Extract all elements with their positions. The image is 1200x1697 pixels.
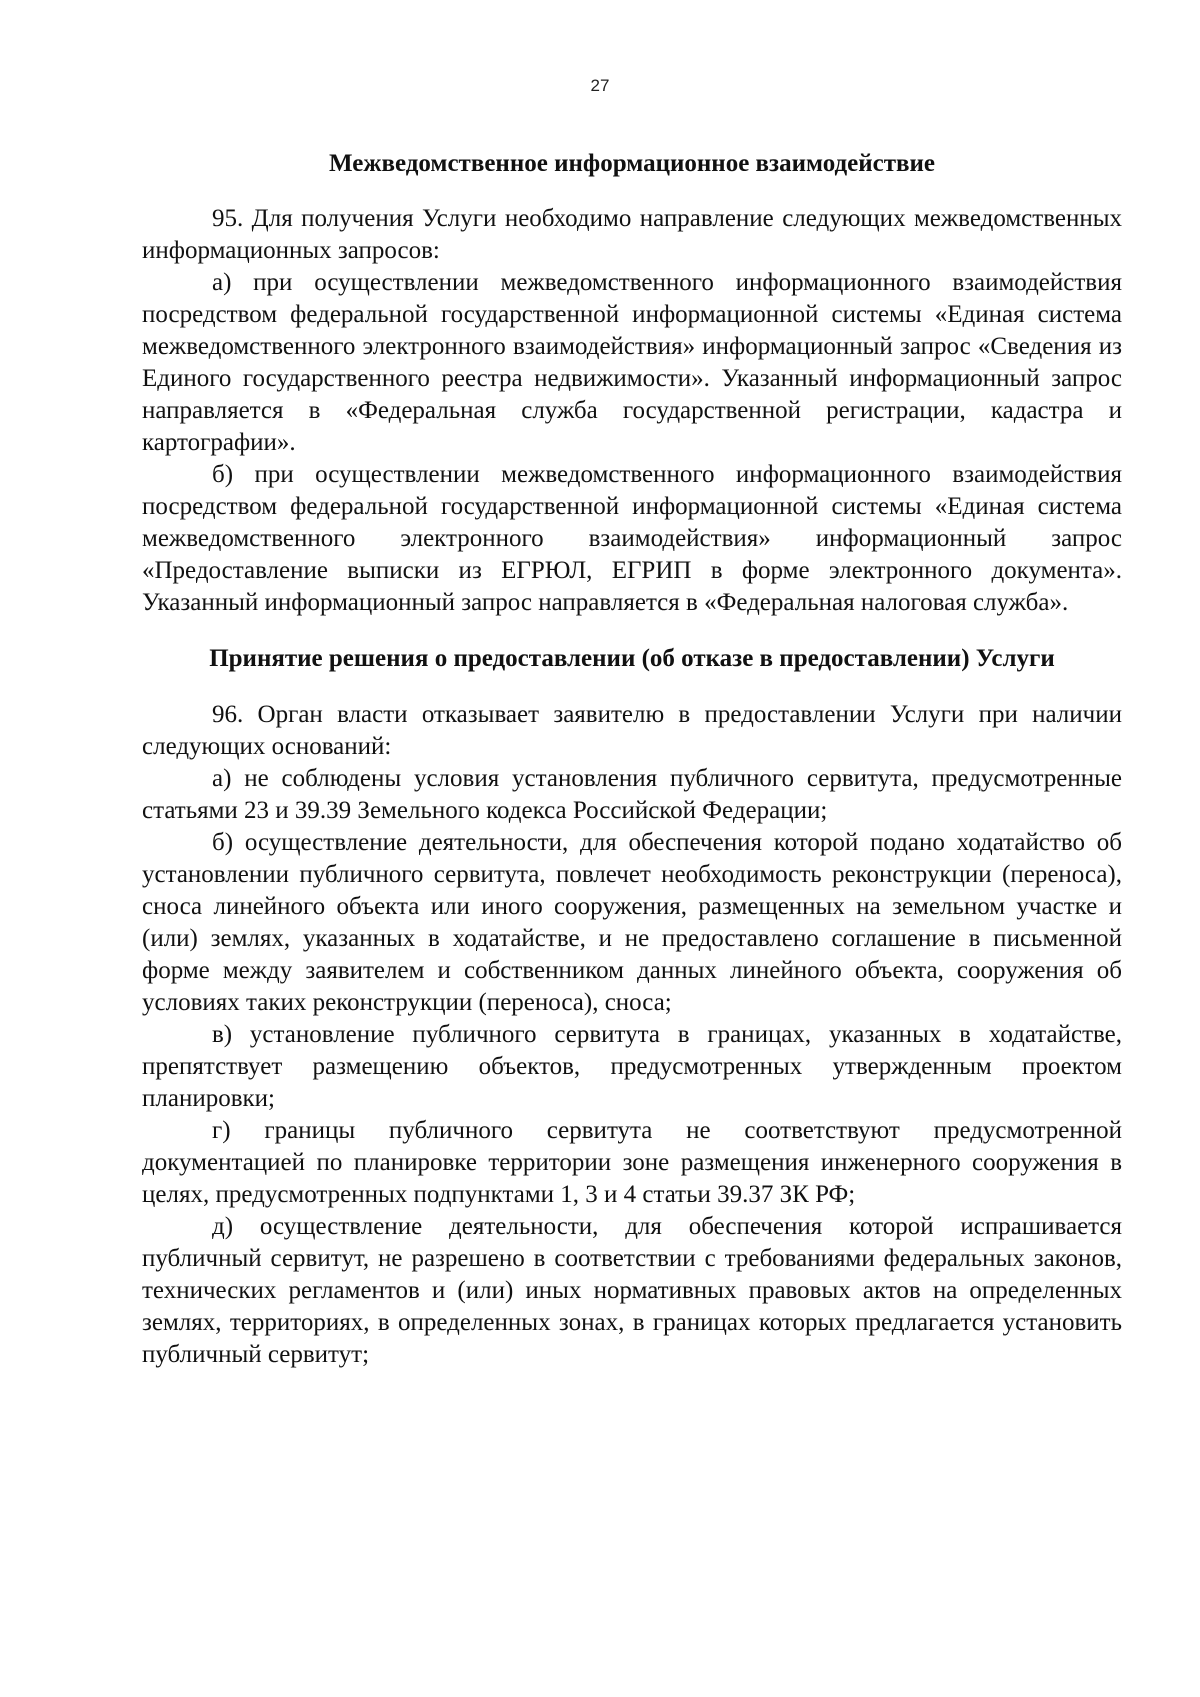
paragraph-95-a: а) при осуществлении межведомственного информационного взаимодействия посредством федеральной государственной информационной системы «Единая система межведомственного электронного взаимодействия» информационный запрос «Сведения из Единого государственного реестра недвижимости». Указанный информационный запрос направляется в «Федеральная служба государственной регистрации, кадастра и картографии».: [142, 269, 1122, 456]
paragraph-96-b: б) осуществление деятельности, для обеспечения которой подано ходатайство об установлении публичного сервитута, повлечет необходимость реконструкции (переноса), сноса линейного объекта или иного сооружения, размещенных на земельном участке и (или) землях, указанных в ходатайстве, и не предоставлено соглашение в письменной форме между заявителем и собственником данных линейного объекта, сооружения об условиях таких реконструкции (переноса), сноса;: [142, 829, 1122, 1016]
page-number: 27: [590, 76, 610, 95]
paragraph-96-v: в) установление публичного сервитута в границах, указанных в ходатайстве, препятствует размещению объектов, предусмотренных утвержденным проектом планировки;: [142, 1021, 1122, 1112]
paragraph-96: 96. Орган власти отказывает заявителю в предоставлении Услуги при наличии следующих оснований:: [142, 701, 1122, 760]
paragraph-96-a: а) не соблюдены условия установления публичного сервитута, предусмотренные статьями 23 и 39.39 Земельного кодекса Российской Федерации;: [142, 765, 1122, 824]
paragraph-95-b: б) при осуществлении межведомственного информационного взаимодействия посредством федеральной государственной информационной системы «Единая система межведомственного электронного взаимодействия» информационный запрос «Предоставление выписки из ЕГРЮЛ, ЕГРИП в форме электронного документа». Указанный информационный запрос направляется в «Федеральная налоговая служба».: [142, 461, 1122, 616]
paragraph-96-g: г) границы публичного сервитута не соответствуют предусмотренной документацией по планировке территории зоне размещения инженерного сооружения в целях, предусмотренных подпунктами 1, 3 и 4 статьи 39.37 ЗК РФ;: [142, 1117, 1122, 1208]
section-heading-decision: Принятие решения о предоставлении (об отказе в предоставлении) Услуги: [209, 645, 1055, 672]
paragraph-96-d: д) осуществление деятельности, для обеспечения которой испрашивается публичный сервитут, не разрешено в соответствии с требованиями федеральных законов, технических регламентов и (или) иных нормативных правовых актов на определенных землях, территориях, в определенных зонах, в границах которых предлагается установить публичный сервитут;: [142, 1213, 1122, 1368]
page-content: [142, 148, 1122, 1371]
section-heading-interagency: Межведомственное информационное взаимодействие: [329, 150, 935, 177]
paragraph-95: 95. Для получения Услуги необходимо направление следующих межведомственных информационных запросов:: [142, 205, 1122, 264]
